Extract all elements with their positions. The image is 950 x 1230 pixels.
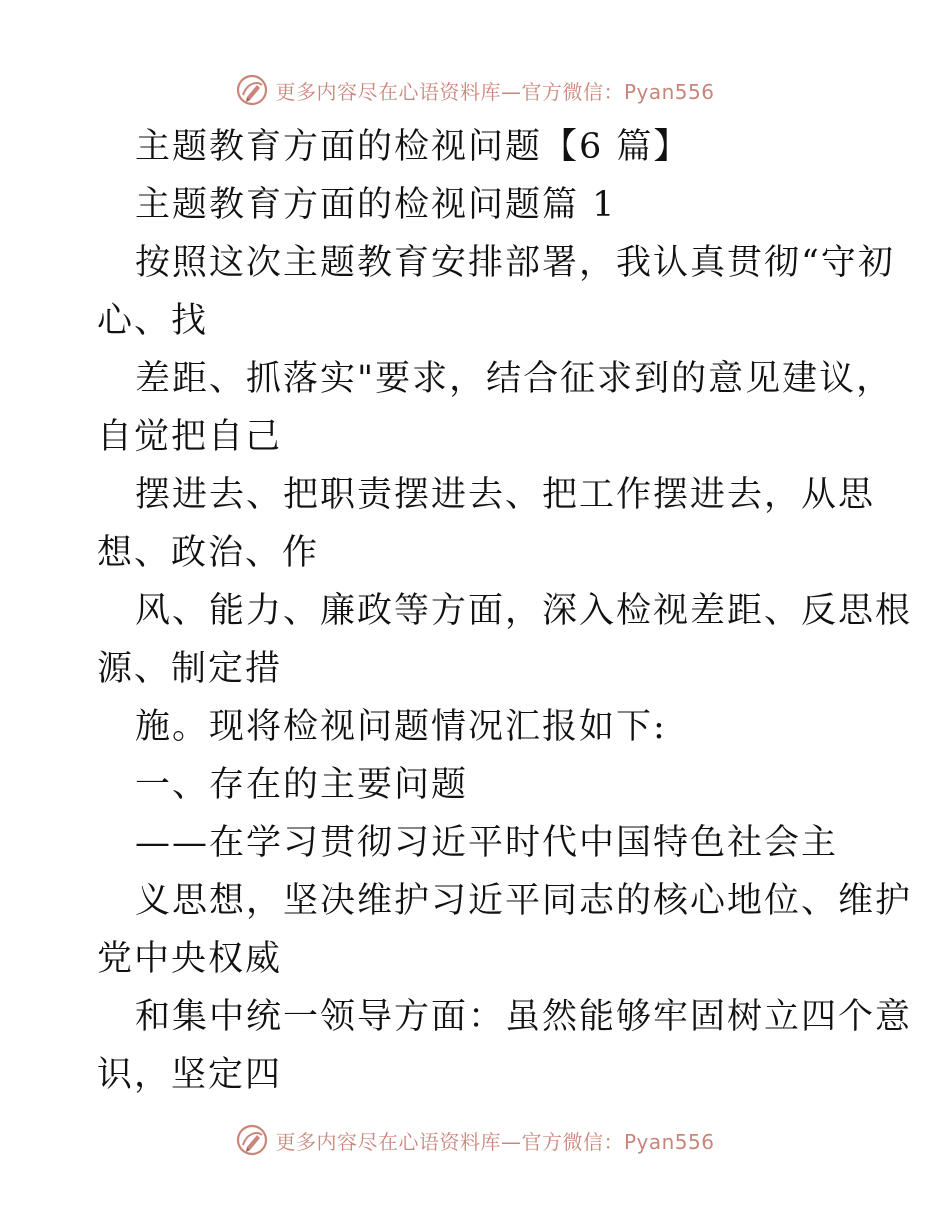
document-line: 党中央权威 [97, 939, 283, 979]
document-line: 一、存在的主要问题 [135, 765, 469, 805]
document-line: ——在学习贯彻习近平时代中国特色社会主 [135, 823, 839, 863]
document-line: 摆进去、把职责摆进去、把工作摆进去，从思 [135, 475, 876, 515]
document-line: 按照这次主题教育安排部署，我认真贯彻“守初 [135, 243, 895, 283]
footer-watermark [0, 1120, 950, 1160]
document-body [97, 118, 913, 1104]
pen-swirl-logo-icon [235, 73, 269, 107]
document-line: 施。现将检视问题情况汇报如下: [135, 707, 667, 747]
watermark-text: 更多内容尽在心语资料库—官方微信：Pyan556 [275, 79, 715, 104]
pen-swirl-logo-icon [235, 1123, 269, 1157]
watermark-text: 更多内容尽在心语资料库—官方微信：Pyan556 [275, 1129, 715, 1154]
document-line: 源、制定措 [97, 649, 283, 689]
document-line: 心、找 [97, 301, 209, 341]
document-line: 主题教育方面的检视问题篇 1 [135, 185, 617, 225]
header-watermark [0, 70, 950, 110]
document-line: 和集中统一领导方面：虽然能够牢固树立四个意 [135, 997, 913, 1037]
document-line: 主题教育方面的检视问题【6 篇】 [135, 127, 691, 167]
document-line: 想、政治、作 [97, 533, 320, 573]
document-line: 自觉把自己 [97, 417, 283, 457]
document-line: 识，坚定四 [97, 1055, 283, 1095]
document-line: 义思想，坚决维护习近平同志的核心地位、维护 [135, 881, 913, 921]
document-line: 风、能力、廉政等方面，深入检视差距、反思根 [135, 591, 913, 631]
document-line: 差距、抓落实"要求，结合征求到的意见建议， [135, 359, 894, 399]
